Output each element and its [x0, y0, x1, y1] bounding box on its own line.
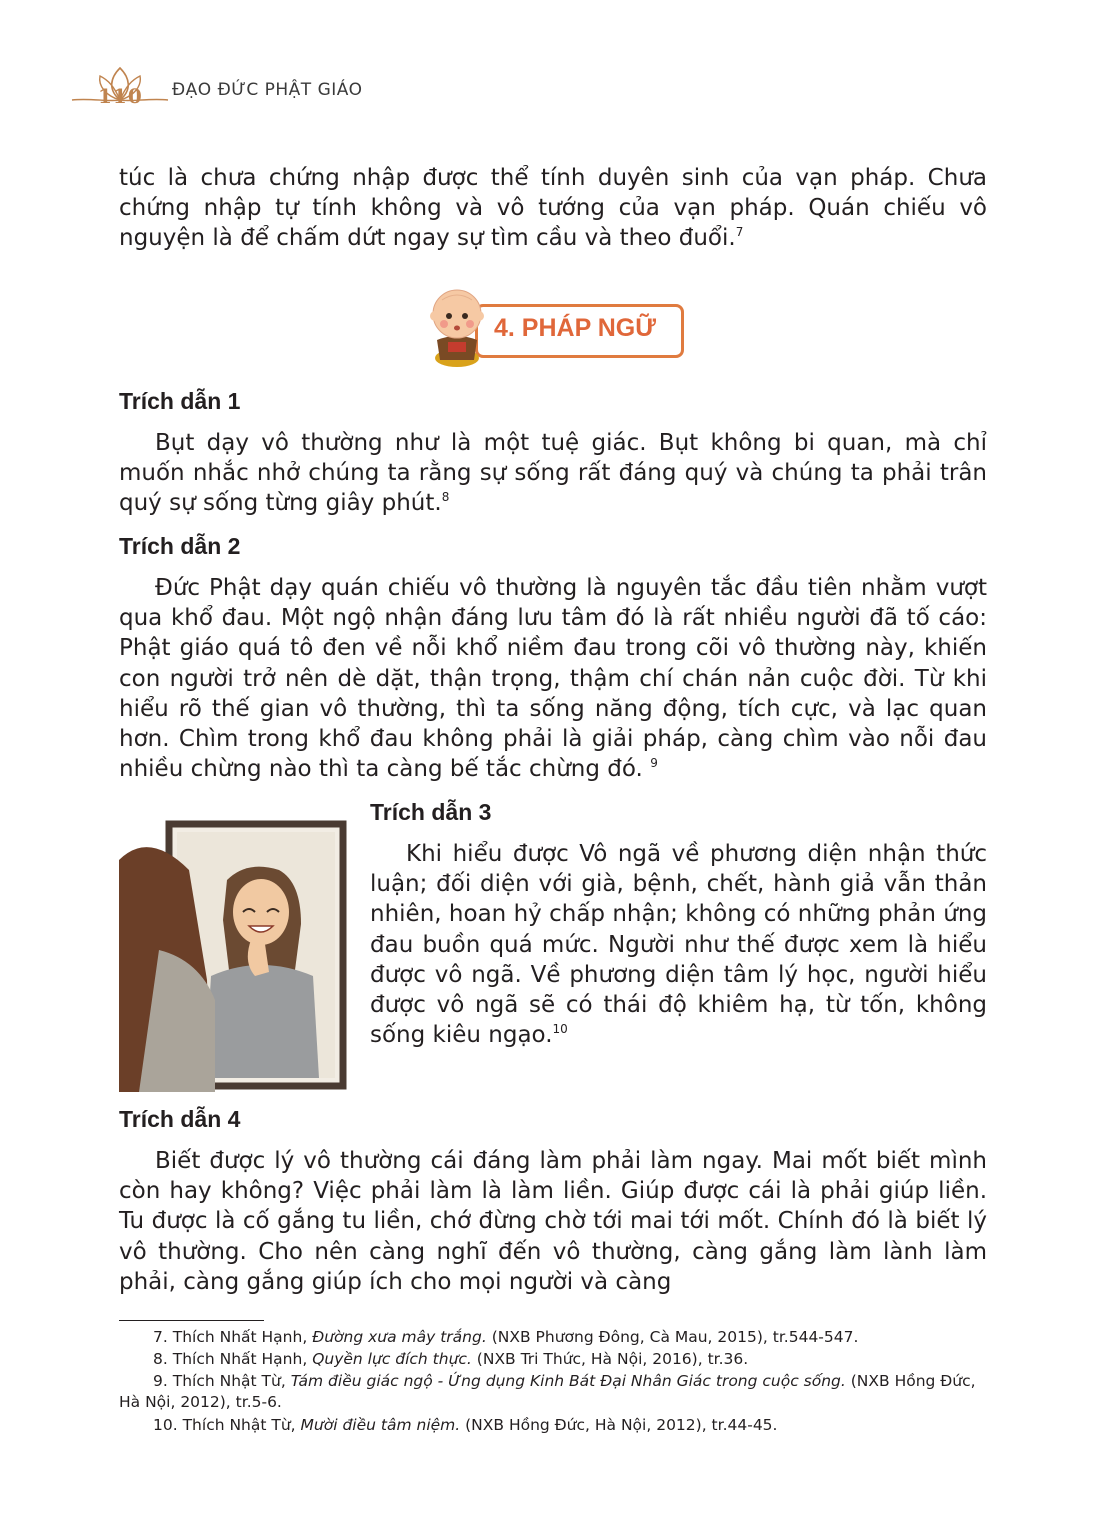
mirror-illustration — [119, 820, 347, 1092]
intro-paragraph: túc là chưa chứng nhập được thể tính duyên sinh của vạn pháp. Chưa chứng nhập tự tính không và vô tướng của vạn pháp. Quán chiếu vô nguyện là để chấm dứt ngay sự tìm cầu và theo đuổi.$^7$ — [119, 165, 987, 252]
footnote-ref: 9 — [650, 756, 658, 771]
footnote-ref: 7 — [735, 225, 744, 240]
little-monk-icon — [422, 280, 492, 372]
footnote-8: 8. Thích Nhất Hạnh, Quyền lực đích thực. (NXB Tri Thức, Hà Nội, 2016), tr.36. — [153, 1350, 749, 1368]
quote-3-heading: Trích dẫn 3 — [370, 799, 492, 825]
footnote-7: 7. Thích Nhất Hạnh, Đường xưa mây trắng. (NXB Phương Đông, Cà Mau, 2015), tr.544-547. — [153, 1328, 859, 1346]
footnote-9: 9. Thích Nhật Từ, Tám điều giác ngộ - Ứng dụng Kinh Bát Đại Nhân Giác trong cuộc sống. (NXB Hồng Đức, Hà Nội, 2012), tr.5-6. — [119, 1372, 976, 1411]
page-number: 110 — [98, 84, 143, 108]
footnote-ref: 8 — [441, 490, 450, 505]
page-header — [70, 62, 390, 112]
quote-3-text: Khi hiểu được Vô ngã về phương diện nhận thức luận; đối diện với già, bệnh, chết, hành giả vẫn thản nhiên, hoan hỷ chấp nhận; không có những phản ứng đau buồn quá mức. Người như thế được xem là hiểu được vô ngã. Về phương diện tâm lý học, người hiểu được vô ngã sẽ có thái độ khiêm hạ, từ tốn, không sống kiêu ngạo.$^{10}$ — [370, 841, 987, 1049]
quote-2-heading: Trích dẫn 2 — [119, 533, 241, 559]
footnote-10: 10. Thích Nhật Từ, Mười điều tâm niệm. (NXB Hồng Đức, Hà Nội, 2012), tr.44-45. — [153, 1416, 778, 1434]
section-title: 4. PHÁP NGỮ — [494, 314, 656, 342]
quote-2-text: Đức Phật dạy quán chiếu vô thường là nguyên tắc đầu tiên nhằm vượt qua khổ đau. Một ngộ nhận đáng lưu tâm đó là rất nhiều người đã tố cáo: Phật giáo quá tô đen về nỗi khổ niềm đau trong cõi vô thường này, khiến con người trở nên dè dặt, thận trọng, thậm chí chán nản cuộc đời. Từ khi hiểu rõ thế gian vô thường, thì ta sống năng động, tích cực, và lạc quan hơn. Chìm trong khổ đau không phải là giải pháp, càng chìm vào nỗi đau nhiều chừng nào thì ta càng bế tắc chừng đó. $^9$ — [119, 575, 987, 783]
book-title: ĐẠO ĐỨC PHẬT GIÁO — [172, 80, 363, 100]
footnote-ref: 10 — [552, 1022, 568, 1037]
quote-1-text: Bụt dạy vô thường như là một tuệ giác. Bụt không bi quan, mà chỉ muốn nhắc nhở chúng ta rằng sự sống rất đáng quý và chúng ta phải trân quý sự sống từng giây phút.$^8$ — [119, 430, 987, 517]
quote-1-heading: Trích dẫn 1 — [119, 388, 241, 414]
section-badge — [420, 280, 685, 372]
quote-4-text: Biết được lý vô thường cái đáng làm phải làm ngay. Mai mốt biết mình còn hay không? Việc phải làm là làm liền. Giúp được cái là phải giúp liền. Tu được là cố gắng tu liền, chớ đừng chờ tới mai tới mốt. Chính đó là biết lý vô thường. Cho nên càng nghĩ đến vô thường, càng gắng làm lành làm phải, càng gắng giúp ích cho mọi người và càng — [119, 1148, 987, 1295]
quote-4-heading: Trích dẫn 4 — [119, 1106, 241, 1132]
footnote-divider — [119, 1320, 264, 1321]
